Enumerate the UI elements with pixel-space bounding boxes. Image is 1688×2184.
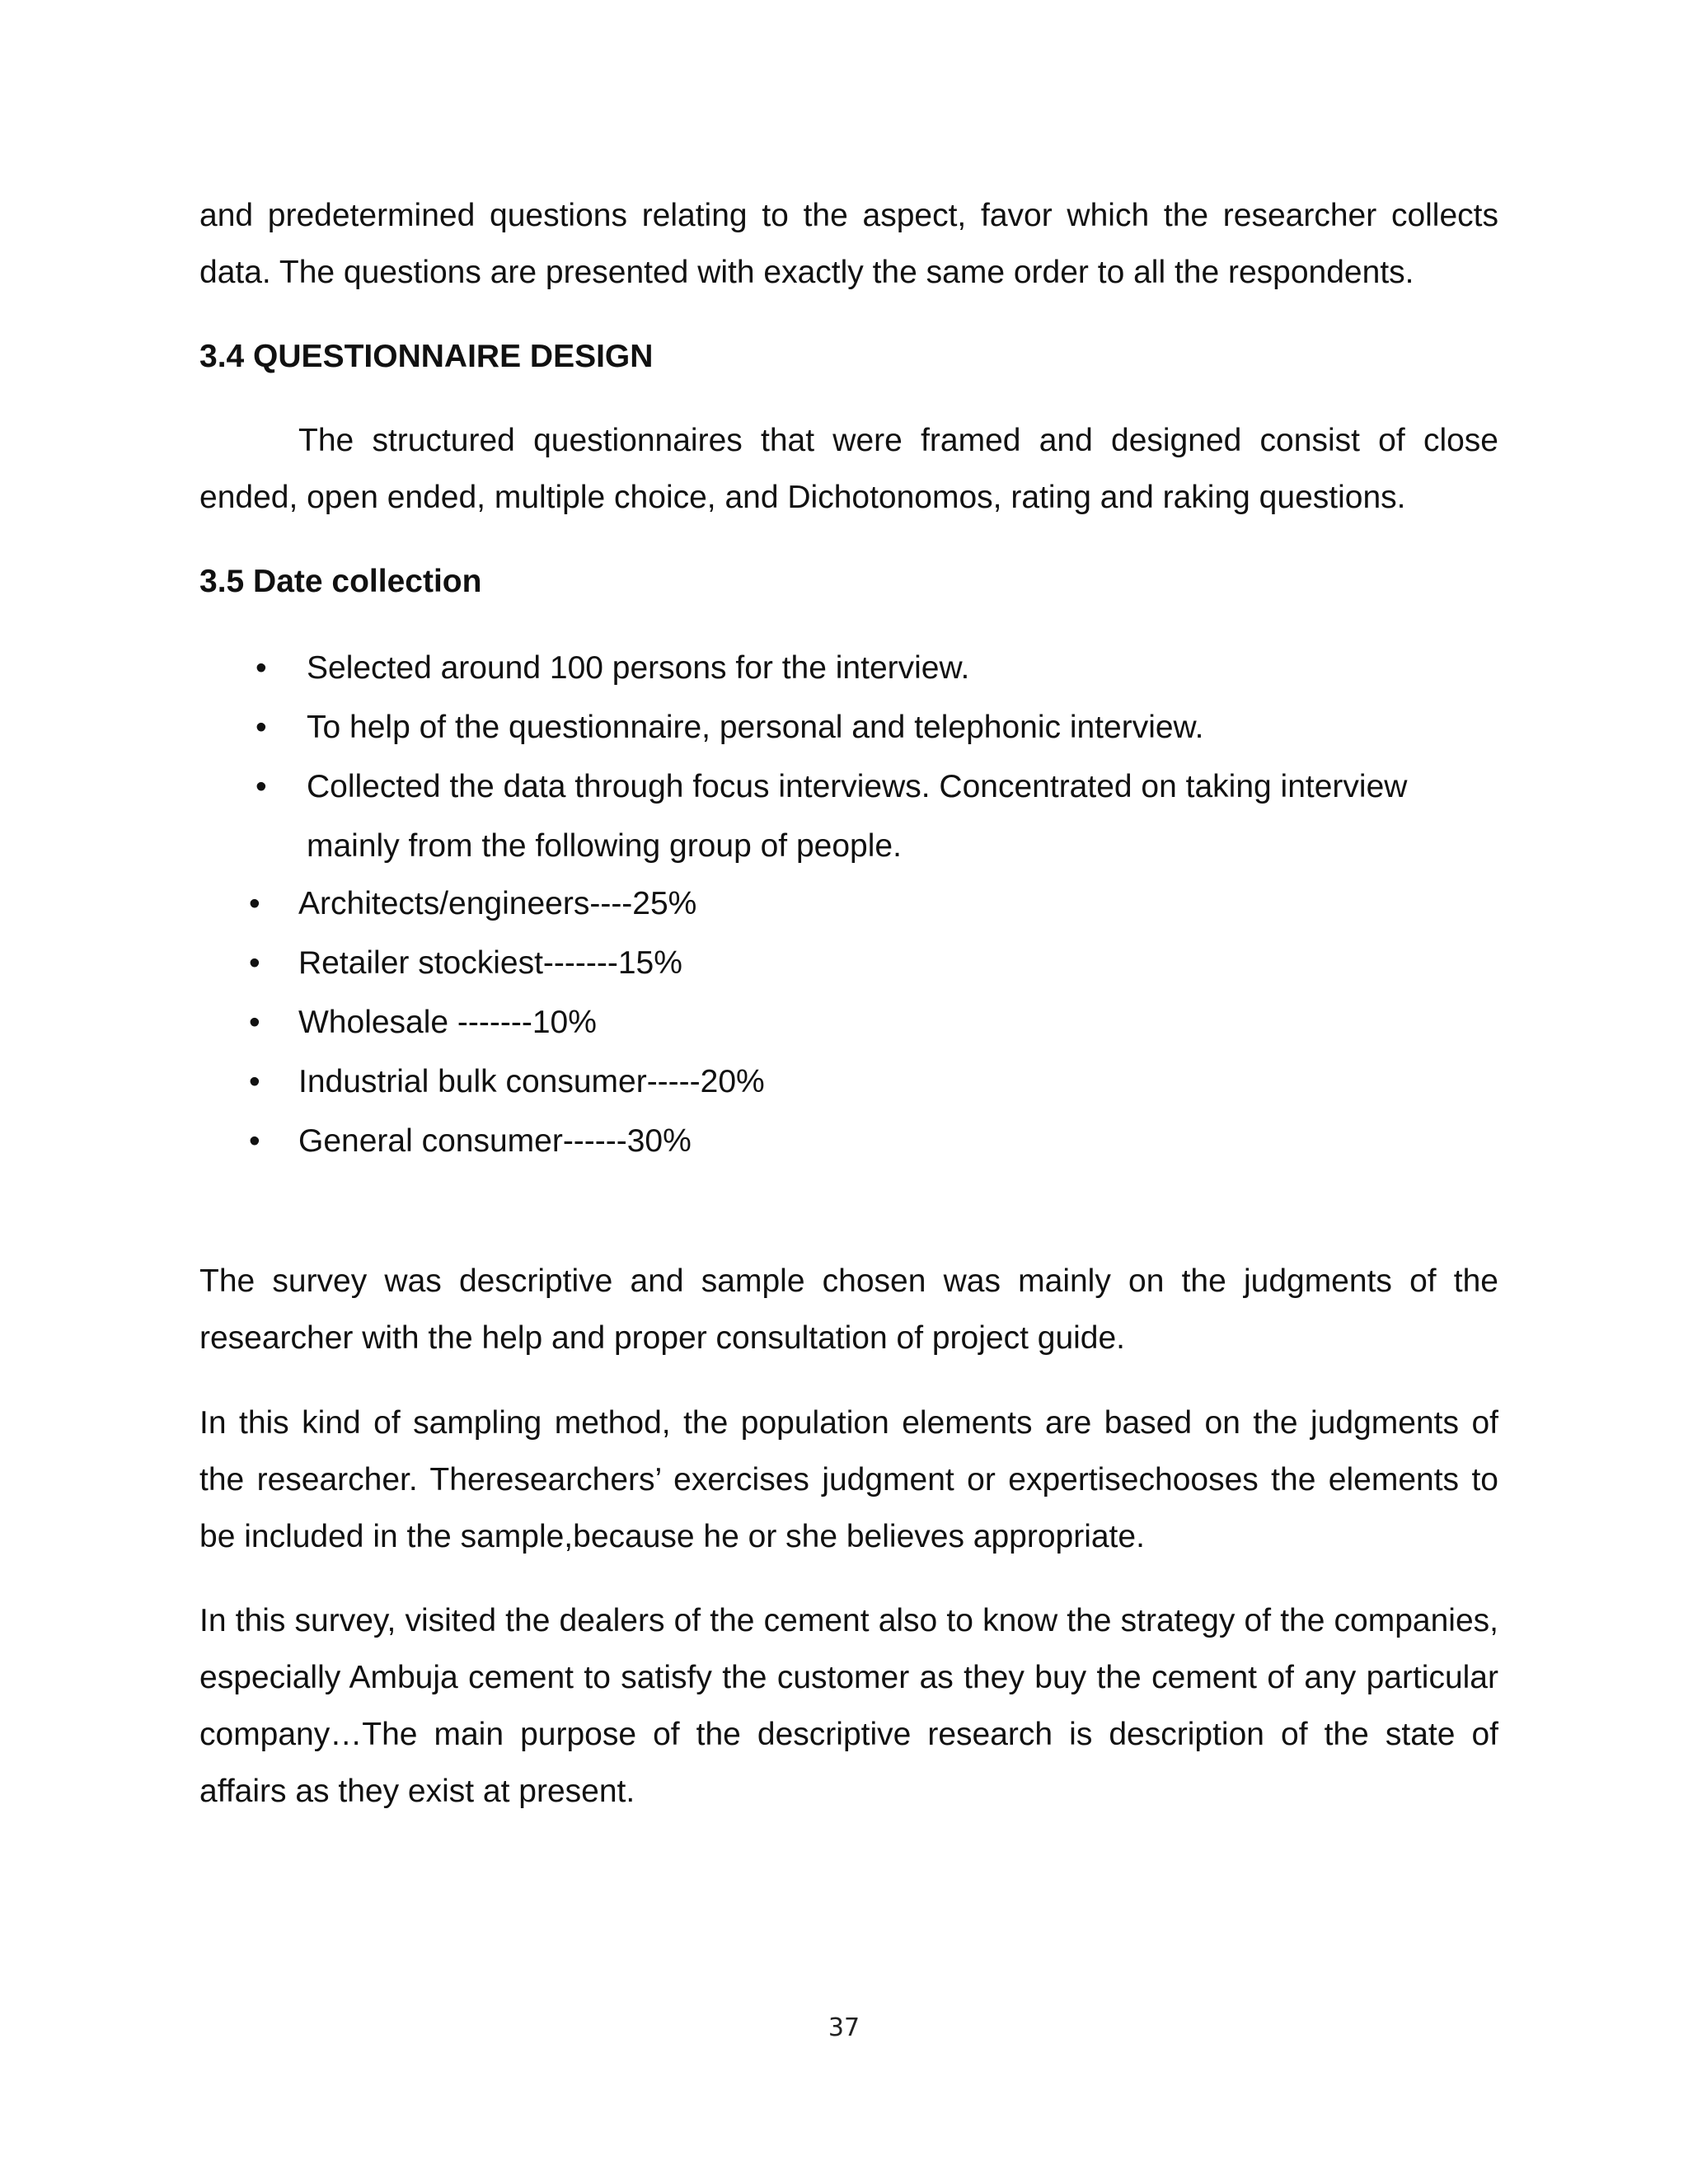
list-item-text: Industrial bulk consumer-----20% [298, 1064, 765, 1099]
bullet-icon: • [249, 1064, 260, 1099]
intro-paragraph: and predetermined questions relating to the aspect, favor which the researcher collects data. The questions are presented with exactly the same order to all the respondents. [199, 198, 1498, 290]
design-paragraph: The structured questionnaires that were framed and designed consist of close ended, open ended, multiple choice, and Dichotonomos, rating and raking questions. [199, 423, 1498, 515]
page-number: 37 [828, 2013, 860, 2042]
heading-questionnaire-design: 3.4 QUESTIONNAIRE DESIGN [199, 339, 654, 374]
bullet-icon: • [249, 945, 260, 981]
list-item-text: Retailer stockiest-------15% [298, 945, 682, 981]
list-item [256, 639, 1451, 698]
list-item [249, 874, 1403, 934]
list-item-text: Selected around 100 persons for the interview. [307, 650, 970, 686]
list-item [249, 993, 1403, 1052]
list-item [249, 934, 1403, 993]
bullet-icon: • [256, 710, 267, 745]
list-item-text: Architects/engineers----25% [298, 886, 697, 921]
list-item [256, 757, 1451, 876]
list-item [249, 1052, 1403, 1112]
list-item [256, 698, 1451, 757]
list-item-text: Collected the data through focus interviews. Concentrated on taking interview mainly from the following group of people. [307, 769, 1408, 864]
list-item-text: General consumer------30% [298, 1123, 692, 1159]
heading-date-collection: 3.5 Date collection [199, 564, 482, 599]
bullet-icon: • [249, 886, 260, 921]
dealers-paragraph: In this survey, visited the dealers of the cement also to know the strategy of the companies, especially Ambuja cement to satisfy the customer as they buy the cement of any particular company…The main purpose of the descriptive research is description of the state of affairs as they exist at present. [199, 1603, 1498, 1809]
list-item-text: To help of the questionnaire, personal and telephonic interview. [307, 710, 1204, 745]
list-item-text: Wholesale -------10% [298, 1005, 597, 1040]
bullet-icon: • [249, 1123, 260, 1159]
bullet-icon: • [256, 769, 267, 804]
list-item [249, 1112, 1403, 1171]
sampling-paragraph: In this kind of sampling method, the population elements are based on the judgments of the researcher. Theresearchers’ exercises judgment or expertisechooses the elements to be included in the sample,because he or she believes appropriate. [199, 1405, 1498, 1554]
bullet-icon: • [256, 650, 267, 686]
bullet-icon: • [249, 1005, 260, 1040]
survey-paragraph: The survey was descriptive and sample chosen was mainly on the judgments of the researcher with the help and proper consultation of project guide. [199, 1263, 1498, 1356]
